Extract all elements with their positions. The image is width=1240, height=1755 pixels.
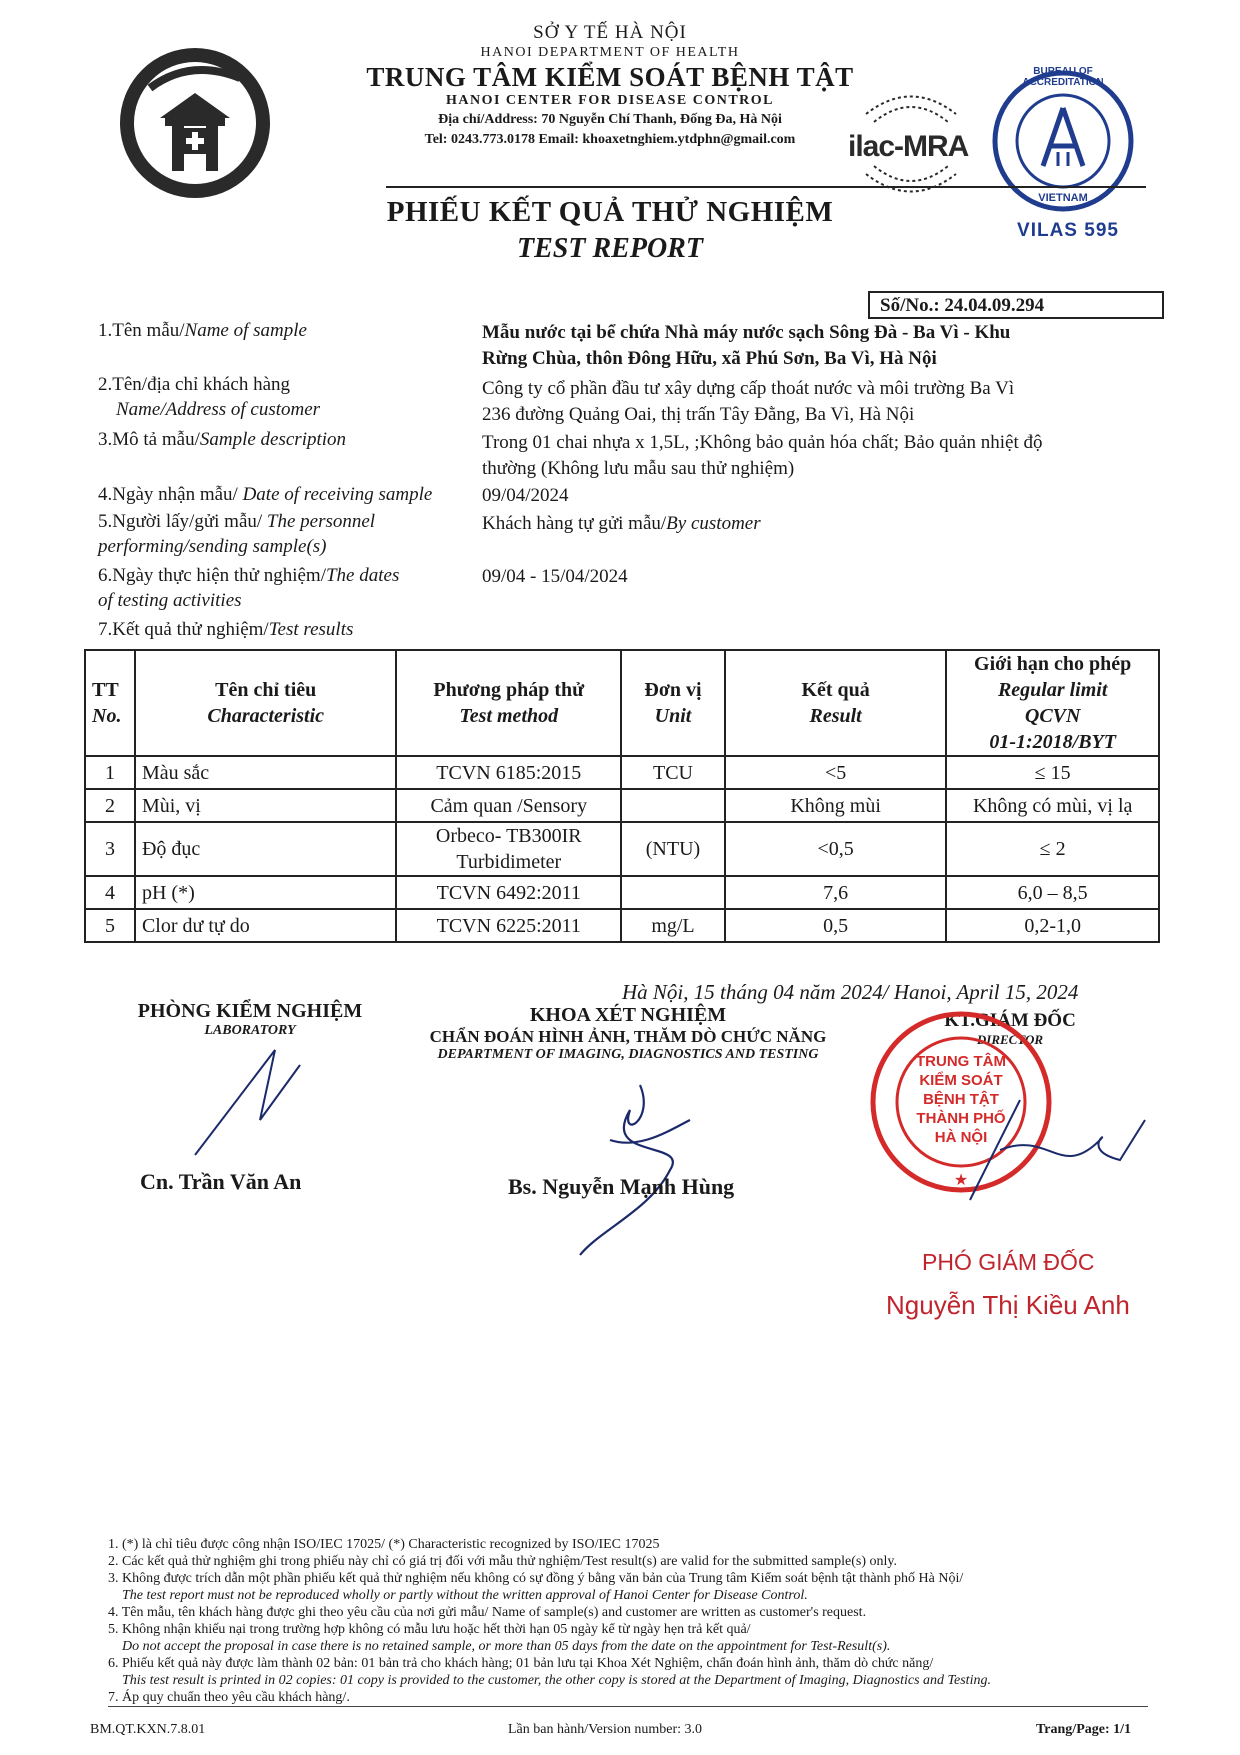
footnotes: 1. (*) là chỉ tiêu được công nhận ISO/IEC 17025/ (*) Characteristic recognized by ISO/IEC 17025 2. Các kết quả thử nghiệm ghi trong phiếu này chỉ có giá trị đối với mẫu thử nghiệm/Test result(s) are valid for the submitted sample(s) only. 3. Không được trích dẫn một phần phiếu kết quả thử nghiệm nếu không có sự đồng ý bằng văn bản của Trung tâm Kiểm soát bệnh tật thành phố Hà Nội/ The test report must not be reproduced wholly or partly without the written approval of Hanoi Center for Disease Control. 4. Tên mẫu, tên khách hàng được ghi theo yêu cầu của nơi gửi mẫu/ Name of sample(s) and customer are written as customer's request. 5. Không nhận khiếu nại trong trường hợp không có mẫu lưu hoặc hết thời hạn 05 ngày kể từ ngày hẹn trả kết quả/ Do not accept the proposal in case there is no retained sample, or more than 05 days from the date on the appointment for Test-Result(s). 6. Phiếu kết quả này được làm thành 02 bản: 01 bản trả cho khách hàng; 01 bản lưu tại Khoa Xét Nghiệm, chẩn đoán hình ảnh, thăm dò chức năng/ This test result is printed in 02 copies: 01 copy is provided to the customer, the other copy is stored at the Department of Imaging, Diagnostics and Testing. 7. Áp quy chuẩn theo yêu cầu khách hàng/.: [108, 1537, 991, 1705]
director-signature: [960, 1090, 1150, 1215]
dept-signer-name: Bs. Nguyễn Mạnh Hùng: [508, 1174, 735, 1199]
col-limit: Giới hạn cho phép Regular limit QCVN 01-1:2018/BYT: [946, 650, 1159, 756]
cell-method: Orbeco- TB300IR Turbidimeter: [396, 822, 621, 876]
cell-name: Màu sắc: [135, 756, 397, 789]
boa-text: BUREAU OF ACCREDITATION: [1022, 66, 1104, 88]
col-no: TT No.: [85, 650, 135, 756]
dept-en: HANOI DEPARTMENT OF HEALTH: [480, 45, 740, 60]
table-row: [85, 876, 1159, 909]
cell-unit: TCU: [621, 756, 725, 789]
dept-signature: [560, 1080, 720, 1265]
cell-limit: 6,0 – 8,5: [946, 876, 1159, 909]
cell-limit: ≤ 15: [946, 756, 1159, 789]
cell-limit: 0,2-1,0: [946, 909, 1159, 942]
cell-unit: [621, 789, 725, 822]
results-table: [84, 649, 1160, 943]
field-description-value: Trong 01 chai nhựa x 1,5L, ;Không bảo quản hóa chất; Bảo quản nhiệt độ thường (Không lưu mẫu sau thử nghiệm): [482, 432, 1043, 479]
field-test-dates-label: 6.Ngày thực hiện thử nghiệm/The dates of testing activities: [98, 565, 400, 611]
footnote-rule: [108, 1706, 1148, 1707]
version-number: Lần ban hành/Version number: 3.0: [508, 1722, 703, 1737]
cell-no: 3: [85, 822, 135, 876]
center-vi: TRUNG TÂM KIỂM SOÁT BỆNH TẬT: [366, 62, 854, 92]
cell-unit: mg/L: [621, 909, 725, 942]
field-sample-name-value: Mẫu nước tại bể chứa Nhà máy nước sạch Sông Đà - Ba Vì - Khu Rừng Chùa, thôn Đông Hữu, xã Phú Sơn, Ba Vì, Hà Nội: [482, 322, 1011, 369]
cell-unit: [621, 876, 725, 909]
cell-method: Cảm quan /Sensory: [396, 789, 621, 822]
form-code: BM.QT.KXN.7.8.01: [90, 1722, 206, 1737]
stamp-text: TRUNG TÂM KIỂM SOÁT BỆNH TẬT THÀNH PHỐ HÀ NỘI: [916, 1053, 1006, 1146]
contact-line: Tel: 0243.773.0178 Email: khoaxetnghiem.ytdphn@gmail.com: [424, 132, 796, 147]
cell-result: 7,6: [725, 876, 946, 909]
lab-signer-name: Cn. Trần Văn An: [140, 1169, 302, 1194]
field-results-label: 7.Kết quả thử nghiệm/Test results: [98, 619, 354, 640]
vice-director-title: PHÓ GIÁM ĐỐC: [922, 1249, 1095, 1275]
header-block: [340, 22, 880, 150]
col-unit: Đơn vị Unit: [621, 650, 725, 756]
cell-result: <0,5: [725, 822, 946, 876]
center-en: HANOI CENTER FOR DISEASE CONTROL: [445, 93, 775, 108]
address-line: Địa chỉ/Address: 70 Nguyễn Chí Thanh, Đống Đa, Hà Nội: [438, 112, 782, 127]
ilac-mra-text: ilac-MRA: [848, 130, 969, 163]
cell-method: TCVN 6185:2015: [396, 756, 621, 789]
date-line: Hà Nội, 15 tháng 04 năm 2024/ Hanoi, April 15, 2024: [622, 980, 1079, 1004]
cell-limit: ≤ 2: [946, 822, 1159, 876]
field-test-dates-value: 09/04 - 15/04/2024: [482, 566, 628, 587]
cell-unit: (NTU): [621, 822, 725, 876]
field-sender-value: Khách hàng tự gửi mẫu/By customer: [482, 513, 761, 534]
boa-seal: [988, 66, 1138, 216]
cdc-logo: [120, 48, 270, 198]
cell-limit: Không có mùi, vị lạ: [946, 789, 1159, 822]
dept-title: KHOA XÉT NGHIỆM CHẨN ĐOÁN HÌNH ẢNH, THĂM DÒ CHỨC NĂNG DEPARTMENT OF IMAGING, DIAGNOSTICS AND TESTING: [429, 1004, 827, 1062]
cell-no: 1: [85, 756, 135, 789]
header-rule: [386, 186, 1146, 188]
col-characteristic: Tên chỉ tiêu Characteristic: [135, 650, 397, 756]
cell-name: Mùi, vị: [135, 789, 397, 822]
col-method: Phương pháp thử Test method: [396, 650, 621, 756]
report-title-en: TEST REPORT: [517, 233, 703, 264]
cell-result: <5: [725, 756, 946, 789]
table-row: [85, 789, 1159, 822]
cell-no: 2: [85, 789, 135, 822]
svg-text:★: ★: [953, 1172, 969, 1189]
report-title-vi: PHIẾU KẾT QUẢ THỬ NGHIỆM: [386, 196, 834, 228]
table-row: [85, 909, 1159, 942]
cell-no: 5: [85, 909, 135, 942]
cell-name: Clor dư tự do: [135, 909, 397, 942]
field-customer-value: Công ty cổ phần đầu tư xây dựng cấp thoát nước và môi trường Ba Vì 236 đường Quảng Oai, thị trấn Tây Đằng, Ba Vì, Hà Nội: [482, 378, 1015, 425]
vilas-label: VILAS 595: [1017, 220, 1119, 241]
cell-result: Không mùi: [725, 789, 946, 822]
cell-method: TCVN 6225:2011: [396, 909, 621, 942]
cell-name: Độ đục: [135, 822, 397, 876]
vice-director-name: Nguyễn Thị Kiều Anh: [886, 1290, 1130, 1320]
cell-name: pH (*): [135, 876, 397, 909]
field-received-value: 09/04/2024: [482, 485, 569, 506]
field-sample-name-label: 1.Tên mẫu/Name of sample: [98, 320, 307, 341]
field-customer-label: 2.Tên/địa chỉ khách hàng Name/Address of customer: [98, 374, 321, 420]
ilac-mra-logo: [846, 74, 976, 214]
lab-signature: [190, 1040, 310, 1165]
boa-vietnam: VIETNAM: [1038, 192, 1088, 204]
field-received-label: 4.Ngày nhận mẫu/ Date of receiving sample: [98, 484, 433, 505]
col-result: Kết quả Result: [725, 650, 946, 756]
table-row: [85, 822, 1159, 876]
page-number: Trang/Page: 1/1: [1036, 1722, 1132, 1737]
cell-no: 4: [85, 876, 135, 909]
table-header-row: [85, 650, 1159, 756]
lab-title: PHÒNG KIỂM NGHIỆM LABORATORY: [137, 1000, 363, 1038]
director-title: KT.GIÁM ĐỐC DIRECTOR: [944, 1010, 1076, 1047]
dept-vi: SỞ Y TẾ HÀ NỘI: [533, 22, 687, 43]
field-description-label: 3.Mô tả mẫu/Sample description: [98, 429, 347, 450]
report-number: Số/No.: 24.04.09.294: [868, 291, 1164, 319]
table-row: [85, 756, 1159, 789]
cell-result: 0,5: [725, 909, 946, 942]
field-sender-label: 5.Người lấy/gửi mẫu/ The personnel performing/sending sample(s): [98, 511, 376, 557]
cell-method: TCVN 6492:2011: [396, 876, 621, 909]
